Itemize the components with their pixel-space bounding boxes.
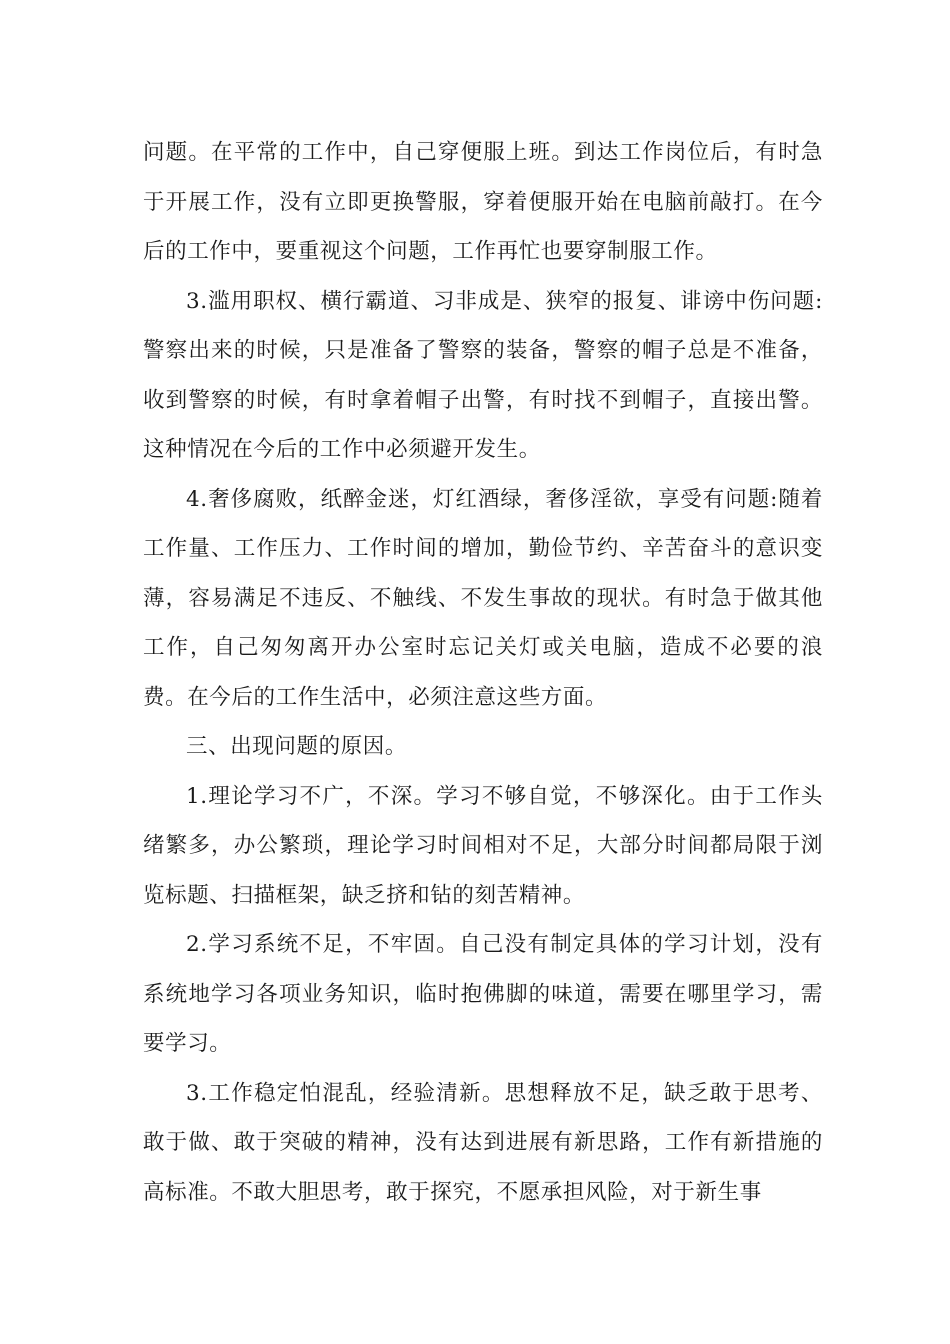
- section-heading-causes: 三、出现问题的原因。: [186, 734, 408, 759]
- paragraph-item-3-abuse-of-power: 3.滥用职权、横行霸道、习非成是、狭窄的报复、诽谤中伤问题:警察出来的时候，只是准备了警察的装备，警察的帽子总是不准备，收到警察的时候，有时拿着帽子出警，有时找不到帽子，直接出警。这种情况在今后的工作中必须避开发生。: [143, 288, 823, 462]
- paragraph-cause-1: 1.理论学习不广，不深。学习不够自觉，不够深化。由于工作头绪繁多，办公繁琐，理论学习时间相对不足，大部分时间都局限于浏览标题、扫描框架，缺乏挤和钻的刻苦精神。: [143, 783, 823, 908]
- paragraph-item-4-luxury-corruption: 4.奢侈腐败，纸醉金迷，灯红酒绿，奢侈淫欲，享受有问题:随着工作量、工作压力、工作时间的增加，勤俭节约、辛苦奋斗的意识变薄，容易满足不违反、不触线、不发生事故的现状。有时急于做其他工作，自己匆匆离开办公室时忘记关灯或关电脑，造成不必要的浪费。在今后的工作生活中，必须注意这些方面。: [143, 486, 823, 710]
- document-body: [143, 128, 823, 1217]
- paragraph-cause-3: 3.工作稳定怕混乱，经验清新。思想释放不足，缺乏敢于思考、敢于做、敢于突破的精神，没有达到进展有新思路，工作有新措施的高标准。不敢大胆思考，敢于探究，不愿承担风险，对于新生事: [143, 1080, 823, 1205]
- paragraph-continuation: 问题。在平常的工作中，自己穿便服上班。到达工作岗位后，有时急于开展工作，没有立即更换警服，穿着便服开始在电脑前敲打。在今后的工作中，要重视这个问题，工作再忙也要穿制服工作。: [143, 140, 823, 264]
- paragraph-cause-2: 2.学习系统不足，不牢固。自己没有制定具体的学习计划，没有系统地学习各项业务知识，临时抱佛脚的味道，需要在哪里学习，需要学习。: [143, 932, 823, 1056]
